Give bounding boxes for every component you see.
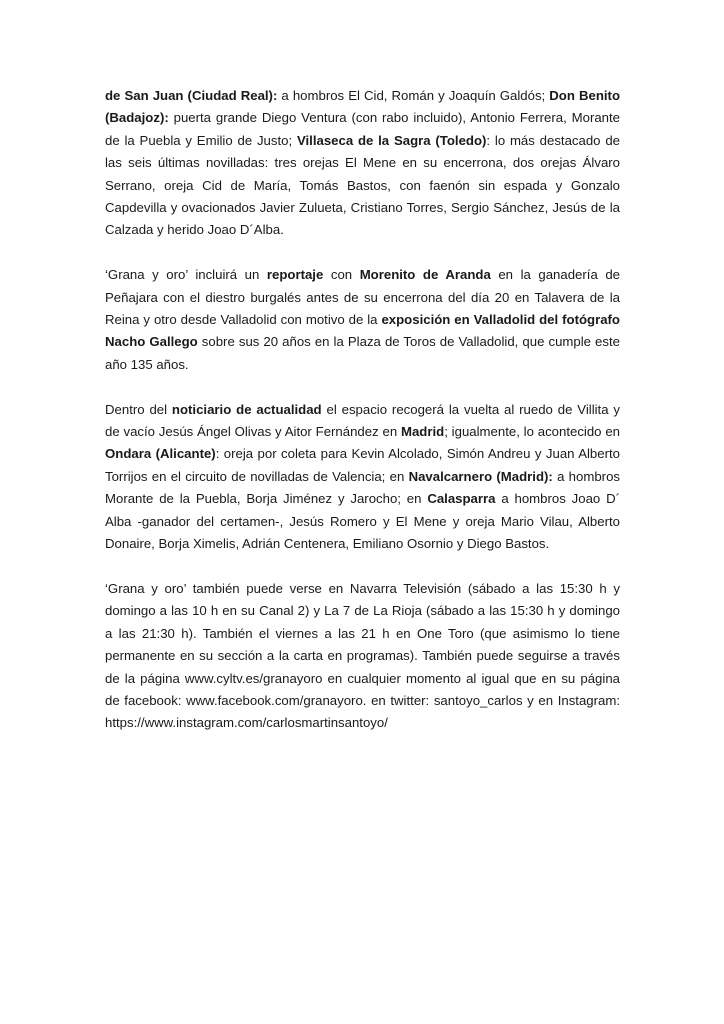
highlight-bold: exposición en Valladolid del fotógrafo Nacho Gallego — [105, 312, 620, 350]
text-run: : lo más destacado de las seis últimas novilladas: tres orejas El Mene en su encerrona, dos orejas Álvaro Serrano, oreja Cid de María, Tomás Bastos, con faenón sin espada y Gonzalo Capdevilla y ovacionados Javier Zulueta, Cristiano Torres, Sergio Sánchez, Jesús de la Calzada y herido Joao D´Alba. — [105, 132, 620, 238]
text-run: Dentro del — [105, 401, 172, 417]
location-bold: Calasparra — [427, 491, 496, 507]
text-run: a hombros El Cid, Román y Joaquín Galdós; — [277, 88, 550, 103]
text-run: ‘Grana y oro’ incluirá un — [105, 267, 267, 283]
text-run: sobre sus 20 años en la Plaza de Toros de Valladolid, que cumple este año 135 años. — [105, 334, 620, 372]
paragraph-1 — [105, 85, 620, 242]
text-run: con — [323, 267, 360, 283]
paragraph-3 — [105, 399, 620, 556]
text-run: : oreja por coleta para Kevin Alcolado, Simón Andreu y Juan Alberto Torrijos en el circuito de novilladas de Valencia; en — [105, 446, 620, 484]
location-bold: Villaseca de la Sagra (Toledo) — [296, 132, 487, 148]
highlight-bold: reportaje — [266, 267, 324, 283]
location-bold: Don Benito (Badajoz): — [105, 88, 621, 126]
paragraph-4 — [105, 578, 620, 735]
text-run: puerta grande Diego Ventura (con rabo incluido), Antonio Ferrera, Morante de la Puebla y Emilio de Justo; — [105, 110, 620, 148]
location-bold: Navalcarnero (Madrid): — [408, 468, 553, 484]
document-body — [105, 85, 620, 757]
text-run: a hombros Joao D´ Alba -ganador del certamen-, Jesús Romero y El Mene y oreja Mario Vilau, Alberto Donaire, Borja Ximelis, Adrián Centenera, Emiliano Osornio y Diego Bastos. — [105, 491, 621, 552]
text-run: ; igualmente, lo acontecido en — [444, 424, 620, 440]
paragraph-2 — [105, 264, 620, 376]
highlight-bold: noticiario de actualidad — [171, 401, 322, 417]
location-bold: de San Juan (Ciudad Real): — [105, 88, 278, 103]
text-run: el espacio recogerá la vuelta al ruedo de Villita y de vacío Jesús Ángel Olivas y Aitor Fernández en — [105, 401, 621, 440]
text-run: ‘Grana y oro’ también puede verse en Navarra Televisión (sábado a las 15:30 h y domingo a las 10 h en su Canal 2) y La 7 de La Rioja (sábado a las 15:30 h y domingo a las 21:30 h). También el viernes a las 21 h en One Toro (que asimismo lo tiene permanente en su sección a la carta en programas). También puede seguirse a través de la página www.cyltv.es/granayoro en cualquier momento al igual que en su página de facebook: www.facebook.com/granayoro. en twitter: santoyo_carlos y en Instagram: https://www.instagram.com/carlosmartinsantoyo/ — [105, 580, 620, 731]
location-bold: Madrid — [400, 424, 445, 440]
text-run: a hombros Morante de la Puebla, Borja Jiménez y Jarocho; en — [105, 468, 620, 507]
text-run: en la ganadería de Peñajara con el diestro burgalés antes de su encerrona del día 20 en Talavera de la Reina y otro desde Valladolid con motivo de la — [105, 267, 620, 328]
highlight-bold: Morenito de Aranda — [359, 267, 491, 283]
location-bold: Ondara (Alicante) — [105, 446, 216, 462]
